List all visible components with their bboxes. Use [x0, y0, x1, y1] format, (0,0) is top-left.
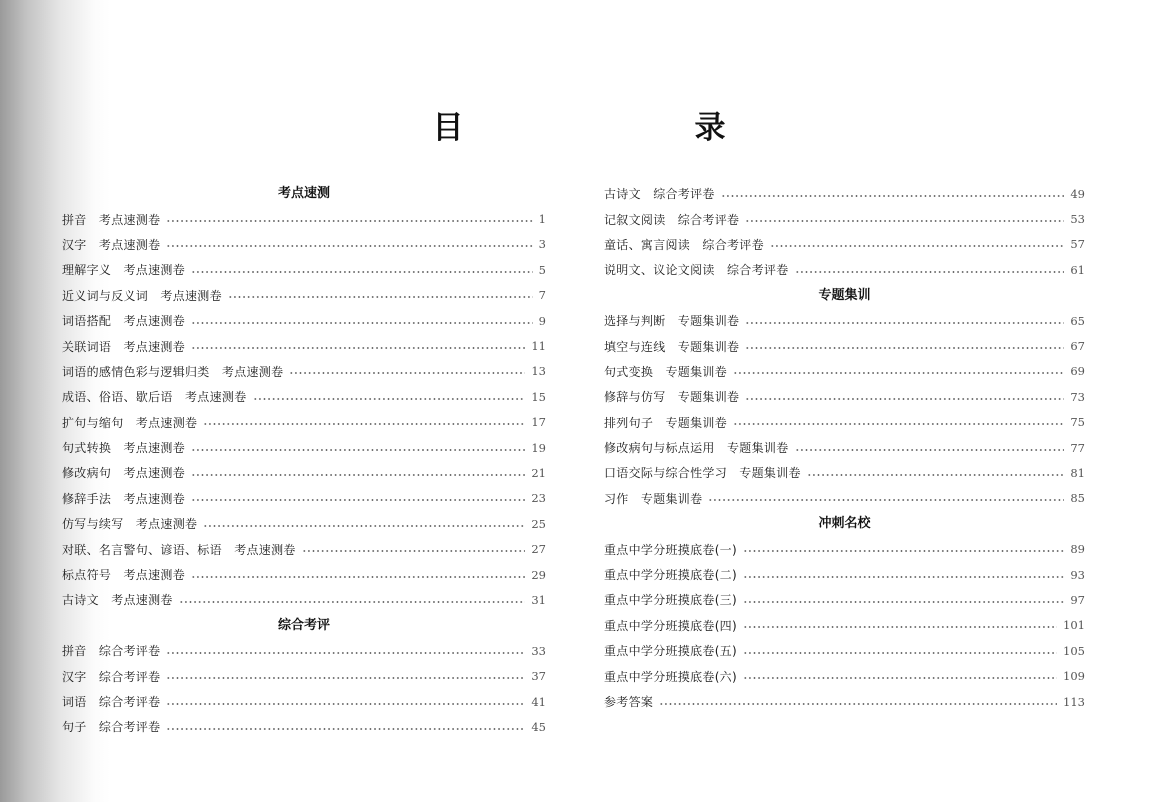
page-number: 69: [1070, 364, 1085, 379]
entry-label: 句子 综合考评卷: [62, 720, 161, 735]
toc-entry[interactable]: [604, 638, 1085, 663]
dot-leader: [166, 677, 525, 679]
toc-entry[interactable]: [62, 714, 546, 739]
entry-label: 句式转换 考点速测卷: [62, 441, 186, 456]
dot-leader: [708, 499, 1064, 501]
entry-label: 古诗文 考点速测卷: [62, 593, 173, 608]
page-number: 61: [1070, 262, 1085, 277]
toc-right-column: [604, 181, 1085, 714]
page-number: 41: [531, 694, 546, 709]
dot-leader: [203, 423, 525, 425]
dot-leader: [795, 449, 1065, 451]
page-number: 77: [1070, 440, 1085, 455]
toc-entry[interactable]: [62, 511, 546, 536]
entry-label: 修改病句 考点速测卷: [62, 466, 186, 481]
entry-label: 成语、俗语、歇后语 考点速测卷: [62, 390, 247, 405]
toc-entry[interactable]: [604, 562, 1085, 587]
entry-label: 说明文、议论文阅读 综合考评卷: [604, 263, 789, 278]
page-number: 5: [538, 262, 546, 277]
page-number: 45: [531, 719, 546, 734]
page-number: 1: [538, 212, 546, 227]
toc-entry[interactable]: [62, 663, 546, 688]
entry-label: 重点中学分班摸底卷(一): [604, 542, 737, 557]
entry-label: 参考答案: [604, 695, 654, 709]
toc-entry[interactable]: [604, 460, 1085, 485]
entry-label: 词语的感情色彩与逻辑归类 考点速测卷: [62, 364, 284, 379]
dot-leader: [191, 499, 525, 501]
dot-leader: [743, 677, 1057, 679]
toc-entry[interactable]: [604, 181, 1085, 206]
page-number: 21: [531, 465, 546, 480]
entry-label: 对联、名言警句、谚语、标语 考点速测卷: [62, 542, 296, 557]
toc-entry[interactable]: [62, 257, 546, 282]
toc-entry[interactable]: [62, 486, 546, 511]
page-number: 75: [1070, 415, 1085, 430]
page-number: 101: [1063, 618, 1085, 633]
page-number: 109: [1063, 669, 1085, 684]
page-title: 目 录: [432, 110, 826, 146]
entry-label: 修改病句与标点运用 专题集训卷: [604, 441, 789, 456]
page-number: 73: [1070, 389, 1085, 404]
entry-label: 标点符号 考点速测卷: [62, 568, 186, 583]
toc-left-column: [62, 181, 546, 740]
page-number: 13: [531, 364, 546, 379]
entry-label: 拼音 综合考评卷: [62, 644, 161, 659]
dot-leader: [770, 245, 1064, 247]
toc-entry[interactable]: [604, 536, 1085, 561]
entry-label: 汉字 考点速测卷: [62, 237, 161, 252]
toc-entry[interactable]: [62, 587, 546, 612]
page-number: 11: [531, 339, 546, 354]
page-number: 33: [531, 643, 546, 658]
toc-entry[interactable]: [62, 410, 546, 435]
page-number: 81: [1070, 465, 1085, 480]
dot-leader: [743, 652, 1057, 654]
section-heading: 冲刺名校: [818, 516, 871, 532]
entry-label: 重点中学分班摸底卷(三): [604, 593, 737, 608]
entry-label: 关联词语 考点速测卷: [62, 339, 186, 354]
page-number: 31: [531, 592, 546, 607]
entry-label: 词语 综合考评卷: [62, 695, 161, 709]
dot-leader: [179, 601, 526, 603]
dot-leader: [191, 449, 525, 451]
dot-leader: [807, 474, 1065, 476]
toc-entry[interactable]: [62, 206, 546, 231]
dot-leader: [743, 550, 1064, 552]
dot-leader: [302, 550, 526, 552]
entry-label: 修辞手法 考点速测卷: [62, 491, 186, 506]
toc-entry[interactable]: [62, 689, 546, 714]
page-number: 93: [1070, 567, 1085, 582]
entry-label: 古诗文 综合考评卷: [604, 187, 715, 202]
entry-label: 填空与连线 专题集训卷: [604, 339, 740, 354]
entry-label: 习作 专题集训卷: [604, 491, 703, 506]
toc-entry[interactable]: [604, 333, 1085, 358]
toc-entry[interactable]: [62, 232, 546, 257]
entry-label: 重点中学分班摸底卷(五): [604, 644, 737, 659]
dot-leader: [191, 271, 533, 273]
dot-leader: [191, 474, 525, 476]
page-number: 37: [531, 669, 546, 684]
dot-leader: [795, 271, 1065, 273]
page-number: 57: [1070, 237, 1085, 252]
entry-label: 扩句与缩句 考点速测卷: [62, 415, 198, 430]
dot-leader: [743, 601, 1064, 603]
dot-leader: [659, 703, 1057, 705]
dot-leader: [745, 347, 1064, 349]
page-number: 29: [531, 567, 546, 582]
entry-label: 理解字义 考点速测卷: [62, 263, 186, 278]
dot-leader: [289, 372, 525, 374]
toc-entry[interactable]: [604, 587, 1085, 612]
toc-entry[interactable]: [604, 359, 1085, 384]
toc-entry[interactable]: [62, 536, 546, 561]
toc-entry[interactable]: [604, 613, 1085, 638]
section-heading: 综合考评: [277, 617, 330, 633]
page-number: 25: [531, 516, 546, 531]
page-number: 67: [1070, 339, 1085, 354]
page-number: 17: [531, 415, 546, 430]
dot-leader: [191, 347, 525, 349]
dot-leader: [745, 398, 1064, 400]
entry-label: 排列句子 专题集训卷: [604, 415, 728, 430]
dot-leader: [721, 195, 1065, 197]
page-number: 53: [1070, 212, 1085, 227]
section-heading: 考点速测: [277, 186, 330, 201]
toc-entry[interactable]: [604, 308, 1085, 333]
entry-label: 童话、寓言阅读 综合考评卷: [604, 237, 764, 252]
toc-entry[interactable]: [62, 562, 546, 587]
toc-entry[interactable]: [604, 435, 1085, 460]
toc-entry[interactable]: [62, 384, 546, 409]
entry-label: 近义词与反义词 考点速测卷: [62, 288, 222, 303]
toc-entry[interactable]: [604, 384, 1085, 409]
dot-leader: [228, 296, 533, 298]
page-number: 105: [1063, 643, 1085, 658]
entry-label: 汉字 综合考评卷: [62, 669, 161, 684]
toc-entry[interactable]: [604, 410, 1085, 435]
page-number: 65: [1070, 313, 1085, 328]
toc-entry[interactable]: [62, 359, 546, 384]
dot-leader: [166, 245, 532, 247]
page-number: 19: [531, 440, 546, 455]
page-number: 97: [1070, 592, 1085, 607]
page-number: 9: [538, 313, 546, 328]
page-number: 3: [538, 237, 546, 252]
dot-leader: [166, 703, 525, 705]
entry-label: 修辞与仿写 专题集训卷: [604, 390, 740, 405]
page-number: 23: [531, 491, 546, 506]
entry-label: 句式变换 专题集训卷: [604, 364, 728, 379]
toc-entry[interactable]: [62, 283, 546, 308]
entry-label: 选择与判断 专题集训卷: [604, 314, 740, 329]
dot-leader: [745, 220, 1064, 222]
dot-leader: [733, 372, 1064, 374]
page-number: 7: [538, 288, 546, 303]
page-number: 27: [531, 542, 546, 557]
entry-label: 记叙文阅读 综合考评卷: [604, 212, 740, 227]
toc-entry[interactable]: [604, 486, 1085, 511]
entry-label: 词语搭配 考点速测卷: [62, 314, 186, 329]
page-number: 85: [1070, 491, 1085, 506]
dot-leader: [203, 525, 525, 527]
toc-entry[interactable]: [604, 206, 1085, 231]
toc-entry[interactable]: [62, 638, 546, 663]
dot-leader: [166, 220, 532, 222]
dot-leader: [191, 322, 533, 324]
dot-leader: [253, 398, 526, 400]
dot-leader: [166, 652, 525, 654]
entry-label: 重点中学分班摸底卷(四): [604, 618, 737, 633]
dot-leader: [191, 576, 525, 578]
section-heading: 专题集训: [818, 287, 871, 303]
entry-label: 拼音 考点速测卷: [62, 212, 161, 227]
entry-label: 重点中学分班摸底卷(六): [604, 669, 737, 684]
entry-label: 仿写与续写 考点速测卷: [62, 517, 198, 532]
dot-leader: [743, 626, 1057, 628]
toc-entry[interactable]: [62, 333, 546, 358]
page-number: 113: [1063, 694, 1085, 709]
toc-entry[interactable]: [62, 435, 546, 460]
dot-leader: [743, 576, 1064, 578]
page-number: 89: [1070, 542, 1085, 557]
entry-label: 口语交际与综合性学习 专题集训卷: [604, 466, 801, 481]
entry-label: 重点中学分班摸底卷(二): [604, 568, 737, 583]
toc-entry[interactable]: [604, 663, 1085, 688]
dot-leader: [745, 322, 1064, 324]
dot-leader: [166, 728, 525, 730]
page-number: 49: [1070, 186, 1085, 201]
toc-entry[interactable]: [604, 689, 1085, 714]
dot-leader: [733, 423, 1064, 425]
toc-entry[interactable]: [604, 257, 1085, 282]
toc-entry[interactable]: [604, 232, 1085, 257]
page-number: 15: [531, 389, 546, 404]
toc-entry[interactable]: [62, 460, 546, 485]
toc-entry[interactable]: [62, 308, 546, 333]
